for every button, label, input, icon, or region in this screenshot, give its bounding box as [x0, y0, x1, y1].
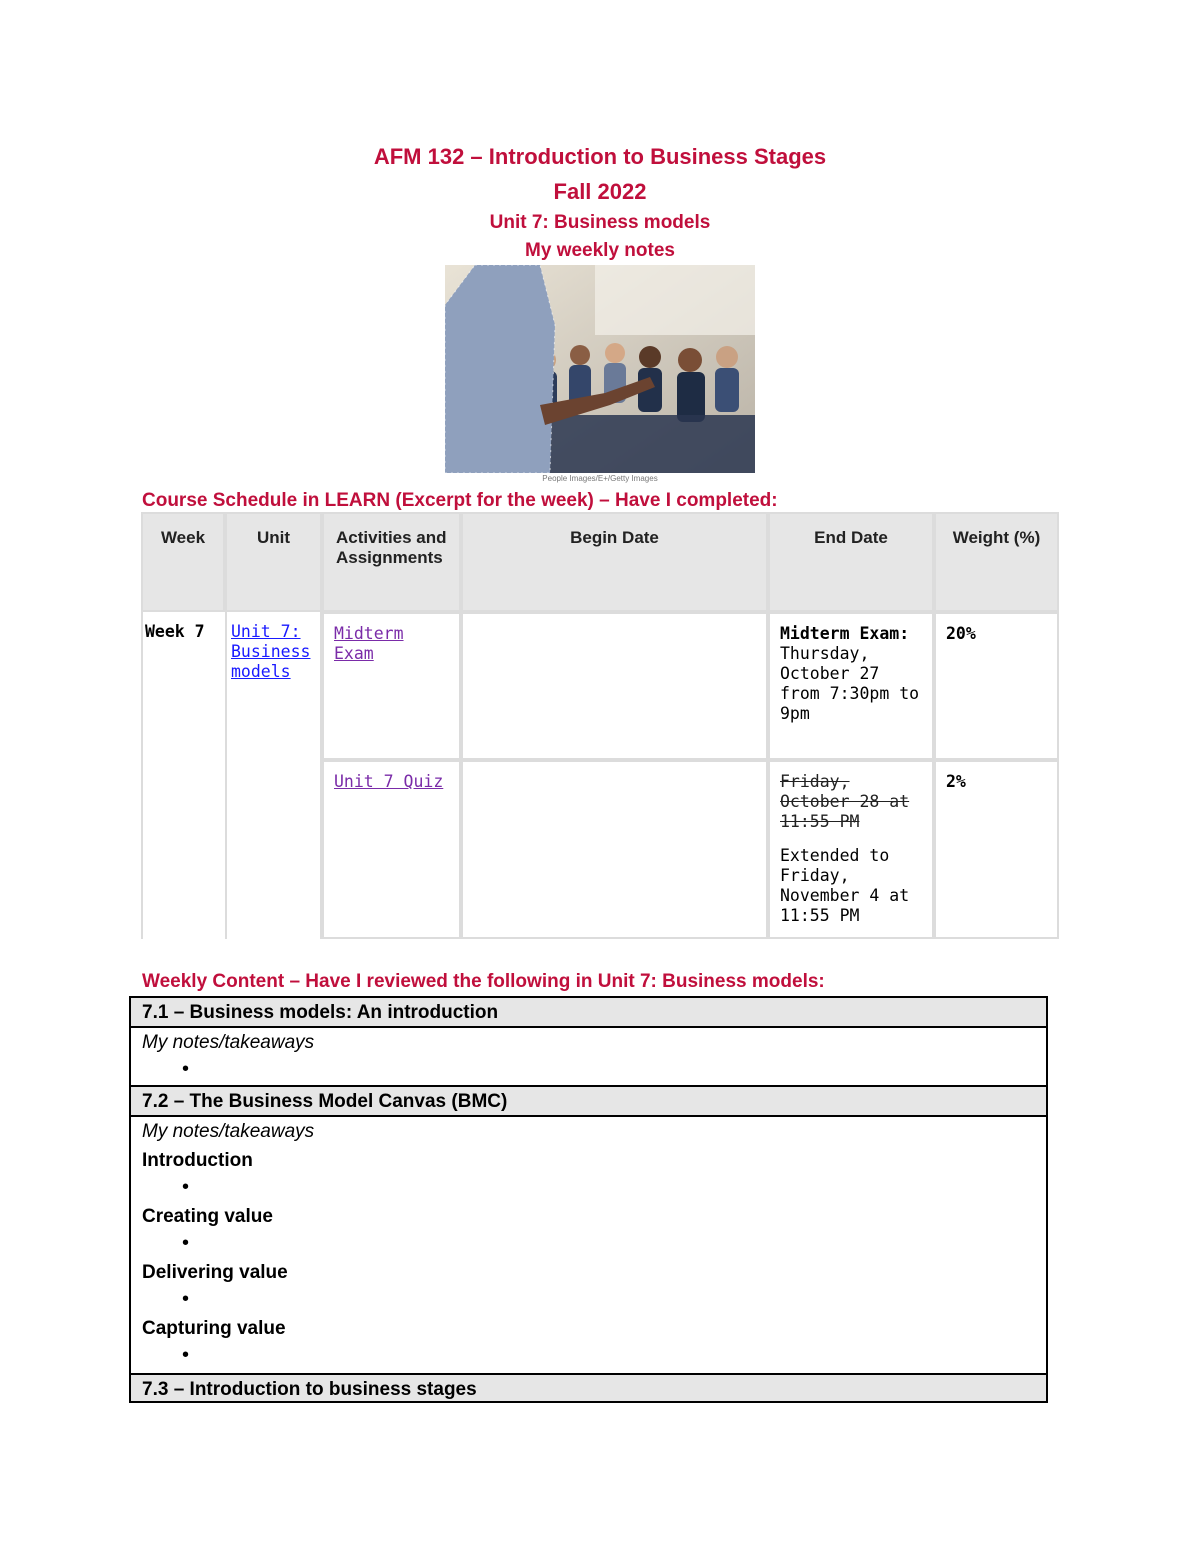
unit-7-link[interactable]: Unit 7: Business models	[231, 622, 311, 681]
weight-cell-midterm	[934, 612, 1059, 760]
subsection-creating-value: Creating value	[142, 1206, 273, 1227]
notes-label: My notes/takeaways	[142, 1032, 315, 1053]
activity-cell-quiz	[322, 760, 461, 939]
unit-title: Unit 7: Business models	[489, 212, 711, 233]
weekly-content-table	[129, 996, 1048, 1403]
page-subtitle: My weekly notes	[525, 240, 675, 261]
begin-date-cell-quiz	[461, 760, 768, 939]
section-7-2-title: 7.2 – The Business Model Canvas (BMC)	[129, 1085, 1048, 1115]
week-cell	[141, 612, 225, 939]
bullet-point: •	[182, 1288, 190, 1310]
subsection-introduction: Introduction	[142, 1150, 253, 1171]
bullet-point: •	[182, 1232, 190, 1254]
column-header-unit: Unit	[225, 512, 322, 612]
notes-label: My notes/takeaways	[142, 1121, 315, 1142]
weekly-content-heading: Weekly Content – Have I reviewed the following in Unit 7: Business models:	[142, 971, 825, 992]
bullet-point: •	[182, 1058, 190, 1080]
begin-date-cell-midterm	[461, 612, 768, 760]
week-label: Week 7	[145, 622, 205, 641]
section-7-3-title: 7.3 – Introduction to business stages	[129, 1373, 1048, 1403]
unit-cell	[225, 612, 322, 939]
end-date-cell-quiz	[768, 760, 934, 939]
column-header-end-date: End Date	[768, 512, 934, 612]
quiz-weight: 2%	[946, 772, 966, 791]
schedule-heading: Course Schedule in LEARN (Excerpt for the week) – Have I completed:	[142, 490, 778, 511]
term-title: Fall 2022	[553, 179, 647, 204]
subsection-delivering-value: Delivering value	[142, 1262, 288, 1283]
quiz-original-end-date: Friday, October 28 at 11:55 PM	[780, 772, 910, 831]
subsection-capturing-value: Capturing value	[142, 1318, 286, 1339]
course-title: AFM 132 – Introduction to Business Stages	[373, 144, 827, 169]
midterm-weight: 20%	[946, 624, 976, 643]
midterm-end-date: Thursday, October 27 from 7:30pm to 9pm	[780, 644, 920, 723]
end-date-cell-midterm	[768, 612, 934, 760]
column-header-week: Week	[141, 512, 225, 612]
column-header-activities: Activities and Assignments	[322, 512, 461, 612]
section-7-2-notes	[129, 1115, 1048, 1373]
bullet-point: •	[182, 1176, 190, 1198]
schedule-table	[141, 512, 1059, 939]
midterm-end-label: Midterm Exam:	[780, 624, 910, 643]
bullet-point: •	[182, 1344, 190, 1366]
section-7-1-title: 7.1 – Business models: An introduction	[129, 996, 1048, 1026]
section-7-1-notes	[129, 1026, 1048, 1085]
quiz-extended-end-date: Extended to Friday, November 4 at 11:55 PM	[780, 846, 910, 925]
activity-cell-midterm	[322, 612, 461, 760]
presentation-photo	[445, 265, 755, 473]
column-header-begin-date: Begin Date	[461, 512, 768, 612]
photo-credit: People Images/E+/Getty Images	[542, 474, 658, 483]
column-header-weight: Weight (%)	[934, 512, 1059, 612]
weight-cell-quiz	[934, 760, 1059, 939]
midterm-exam-link[interactable]: Midterm Exam	[334, 624, 404, 663]
unit-7-quiz-link[interactable]: Unit 7 Quiz	[334, 772, 444, 791]
